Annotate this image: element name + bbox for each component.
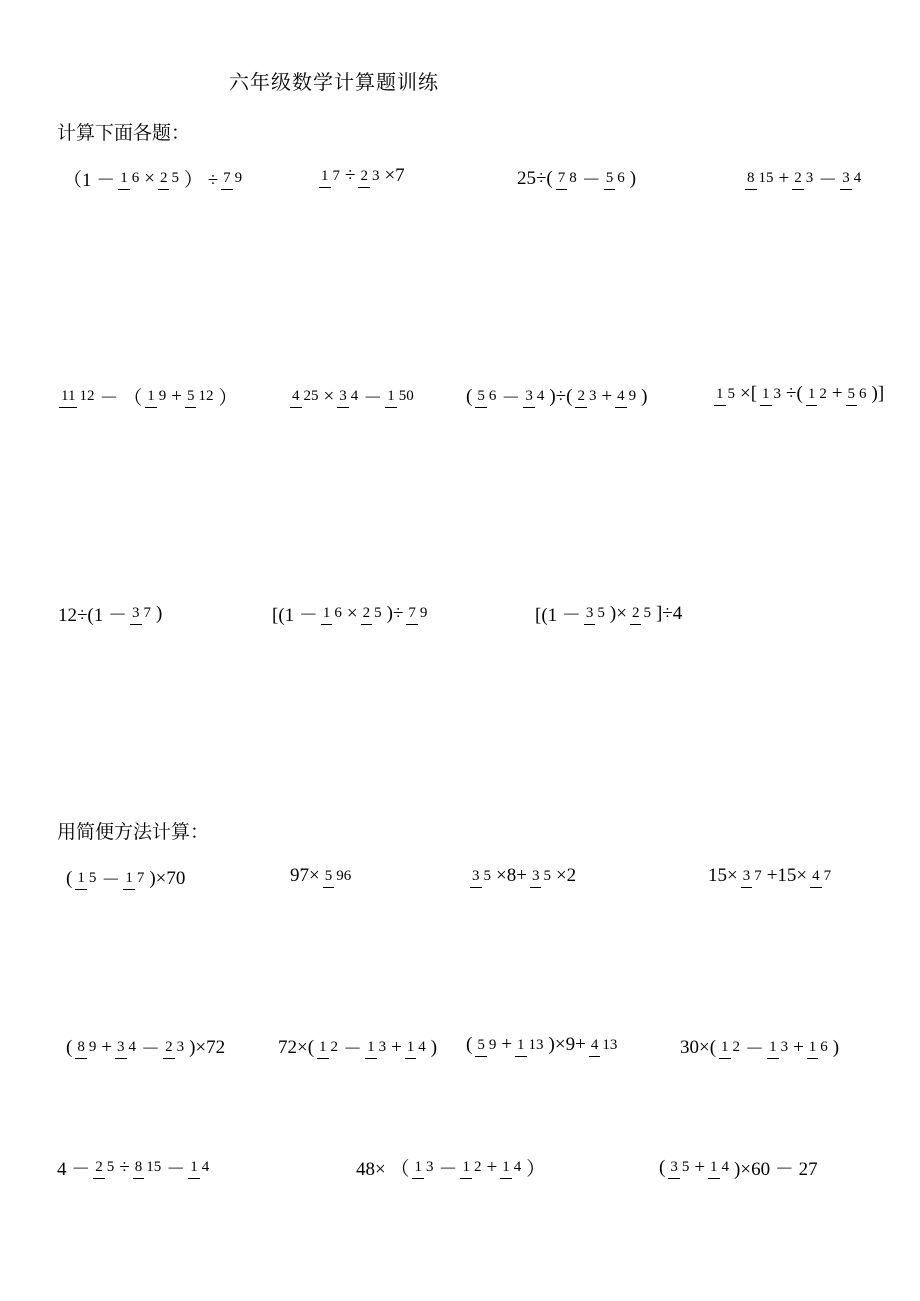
- fraction-denominator: 9: [88, 1039, 97, 1055]
- expression-text: +: [501, 1034, 513, 1055]
- fraction-numerator: 5: [475, 388, 487, 408]
- fraction-denominator: 13: [528, 1036, 544, 1053]
- fraction-numerator: 2: [163, 1039, 175, 1059]
- expression-text: +: [694, 1156, 706, 1178]
- fraction-numerator: 3: [840, 170, 852, 190]
- expression-text: )÷(: [549, 385, 573, 407]
- fraction: [321, 606, 344, 621]
- fraction-denominator: 6: [859, 385, 867, 402]
- expression-text: )×72: [189, 1036, 226, 1058]
- fraction: [361, 606, 384, 621]
- fraction-denominator: 96: [336, 867, 352, 884]
- fraction-numerator: 8: [133, 1159, 145, 1179]
- fraction-numerator: 2: [575, 388, 587, 408]
- fraction-numerator: 1: [767, 1039, 779, 1059]
- fraction: [760, 387, 783, 402]
- fraction: [500, 1160, 523, 1175]
- fraction: [317, 1040, 340, 1055]
- fraction-numerator: 3: [741, 868, 753, 888]
- problem-11: [534, 600, 683, 627]
- fraction: [145, 389, 168, 404]
- fraction: [475, 1038, 498, 1053]
- fraction: [630, 606, 653, 621]
- fraction: [385, 389, 416, 404]
- fraction: [846, 387, 869, 402]
- fraction-numerator: 1: [145, 388, 157, 408]
- fraction: [93, 1160, 116, 1175]
- fraction-numerator: 5: [604, 170, 616, 190]
- fraction-numerator: 2: [792, 170, 804, 190]
- fraction-denominator: 3: [176, 1039, 185, 1055]
- fraction: [475, 389, 498, 404]
- fraction: [412, 1160, 435, 1175]
- expression-text: ×: [144, 167, 155, 189]
- fraction-numerator: 1: [719, 1039, 731, 1059]
- fraction-numerator: 3: [130, 605, 142, 625]
- fraction-denominator: 7: [754, 867, 762, 884]
- fraction: [118, 171, 141, 186]
- expression-text: ): [156, 602, 163, 624]
- expression-text: －: [141, 1039, 161, 1060]
- fraction-numerator: 8: [745, 170, 757, 190]
- expression-text: ÷: [119, 1156, 130, 1178]
- expression-text: +: [486, 1156, 498, 1178]
- fraction-numerator: 1: [317, 1039, 329, 1059]
- fraction-denominator: 6: [617, 170, 625, 186]
- expression-text: ）: [526, 1159, 546, 1180]
- fraction: [584, 606, 607, 621]
- fraction-denominator: 3: [425, 1159, 434, 1175]
- fraction-denominator: 5: [88, 870, 97, 886]
- expression-text: －: [343, 1039, 363, 1060]
- fraction: [358, 169, 381, 184]
- fraction-numerator: 2: [361, 605, 373, 625]
- fraction-numerator: 1: [188, 1159, 200, 1179]
- fraction-denominator: 6: [131, 170, 140, 186]
- expression-text: 12÷(1 －: [58, 605, 128, 626]
- expression-text: (: [659, 1156, 666, 1178]
- fraction-numerator: 5: [185, 388, 197, 408]
- expression-text: 97×: [290, 865, 320, 886]
- fraction-denominator: 7: [332, 167, 340, 184]
- fraction-denominator: 2: [473, 1159, 482, 1175]
- fraction: [530, 869, 553, 884]
- expression-text: ÷: [345, 165, 356, 186]
- expression-text: 15×: [708, 865, 738, 886]
- fraction: [130, 606, 153, 621]
- fraction-numerator: 4: [589, 1037, 601, 1057]
- expression-text: －: [438, 1159, 458, 1180]
- fraction-denominator: 15: [758, 170, 774, 186]
- problem-5: [57, 383, 238, 410]
- problem-20: [56, 1154, 213, 1181]
- expression-text: ): [629, 167, 637, 189]
- fraction: [575, 389, 598, 404]
- fraction: [337, 389, 360, 404]
- expression-text: [(1 －: [272, 605, 318, 626]
- fraction-denominator: 9: [488, 1036, 497, 1053]
- fraction-numerator: 3: [337, 388, 349, 408]
- fraction-numerator: 4: [810, 868, 822, 888]
- fraction-numerator: 1: [500, 1159, 512, 1179]
- fraction: [523, 389, 546, 404]
- fraction: [470, 869, 493, 884]
- expression-text: )×: [609, 602, 627, 624]
- fraction: [806, 387, 829, 402]
- fraction: [810, 869, 833, 884]
- fraction: [290, 389, 321, 404]
- expression-text: －: [363, 388, 383, 409]
- expression-text: ×: [323, 385, 335, 407]
- fraction: [158, 171, 181, 186]
- fraction-numerator: 3: [530, 868, 542, 888]
- fraction-denominator: 5: [171, 170, 179, 186]
- section-heading-calculate: 计算下面各题：: [57, 122, 191, 144]
- fraction-denominator: 4: [513, 1159, 522, 1175]
- problem-4: [743, 165, 865, 192]
- fraction: [188, 1160, 211, 1175]
- page-title: 六年级数学计算题训练: [229, 70, 439, 94]
- fraction: [589, 1038, 620, 1053]
- fraction: [406, 606, 429, 621]
- fraction-numerator: 2: [93, 1159, 105, 1179]
- fraction-denominator: 5: [374, 605, 382, 621]
- fraction-denominator: 12: [198, 388, 214, 404]
- problem-10: [271, 600, 431, 627]
- expression-text: －: [745, 1039, 765, 1060]
- fraction: [115, 1040, 138, 1055]
- expression-text: ×[: [740, 383, 758, 404]
- expression-text: )×60 － 27: [734, 1159, 818, 1180]
- fraction-numerator: 4: [290, 388, 302, 408]
- fraction-denominator: 3: [780, 1039, 789, 1055]
- fraction-denominator: 9: [158, 388, 167, 404]
- fraction-denominator: 3: [378, 1039, 387, 1055]
- fraction: [719, 1040, 742, 1055]
- fraction-numerator: 3: [115, 1039, 127, 1059]
- fraction-numerator: 1: [365, 1039, 377, 1059]
- expression-text: ): [641, 385, 648, 407]
- section-heading-simplify: 用简便方法计算：: [57, 821, 210, 843]
- fraction-denominator: 4: [853, 170, 862, 186]
- expression-text: +: [391, 1036, 402, 1058]
- fraction-numerator: 1: [412, 1159, 424, 1179]
- fraction-numerator: 11: [59, 388, 77, 408]
- fraction-denominator: 3: [371, 167, 380, 184]
- fraction: [123, 871, 146, 886]
- expression-text: (: [466, 1034, 473, 1055]
- expression-text: 48× （: [356, 1159, 410, 1180]
- fraction-numerator: 7: [221, 170, 233, 190]
- fraction: [708, 1160, 731, 1175]
- fraction-numerator: 5: [846, 386, 858, 406]
- fraction-numerator: 4: [615, 388, 627, 408]
- fraction-denominator: 2: [732, 1039, 741, 1055]
- fraction-numerator: 1: [319, 168, 331, 188]
- fraction-denominator: 5: [643, 605, 651, 621]
- fraction-numerator: 1: [714, 386, 726, 406]
- fraction-numerator: 8: [75, 1039, 87, 1059]
- fraction-denominator: 3: [805, 170, 814, 186]
- fraction: [556, 171, 579, 186]
- problem-15: [707, 865, 835, 887]
- fraction-denominator: 6: [334, 605, 342, 621]
- fraction-numerator: 7: [556, 170, 568, 190]
- expression-text: +: [101, 1036, 113, 1058]
- fraction-numerator: 3: [584, 605, 596, 625]
- fraction: [604, 171, 627, 186]
- fraction: [714, 387, 737, 402]
- fraction-denominator: 6: [820, 1039, 828, 1055]
- expression-text: ×7: [384, 165, 405, 186]
- expression-text: (: [66, 867, 73, 889]
- expression-text: －: [101, 870, 121, 891]
- fraction: [185, 389, 216, 404]
- fraction-numerator: 1: [118, 170, 130, 190]
- problem-9: [57, 600, 163, 627]
- fraction-numerator: 1: [760, 386, 772, 406]
- fraction-numerator: 1: [123, 870, 135, 890]
- problem-6: [288, 383, 418, 410]
- fraction: [767, 1040, 790, 1055]
- fraction-denominator: 5: [543, 867, 551, 884]
- fraction-numerator: 5: [475, 1037, 487, 1057]
- fraction-denominator: 9: [234, 170, 243, 186]
- fraction-denominator: 4: [128, 1039, 137, 1055]
- expression-text: ): [832, 1036, 840, 1058]
- expression-text: ÷(: [786, 383, 803, 404]
- expression-text: －: [501, 388, 521, 409]
- fraction: [792, 171, 815, 186]
- expression-text: ): [430, 1036, 438, 1058]
- fraction-denominator: 15: [146, 1159, 162, 1175]
- fraction-numerator: 3: [523, 388, 535, 408]
- fraction-denominator: 4: [536, 388, 545, 404]
- fraction: [807, 1040, 830, 1055]
- problem-14: [468, 865, 577, 887]
- expression-text: 72×(: [278, 1036, 315, 1058]
- expression-text: +: [171, 385, 182, 407]
- expression-text: ） ÷: [183, 170, 219, 191]
- problem-12: [65, 865, 186, 892]
- fraction-denominator: 13: [602, 1036, 618, 1053]
- expression-text: 30×(: [680, 1036, 717, 1058]
- problem-22: [658, 1154, 819, 1181]
- fraction: [133, 1160, 164, 1175]
- fraction: [365, 1040, 388, 1055]
- expression-text: )×9+: [548, 1034, 586, 1055]
- fraction-denominator: 5: [483, 867, 491, 884]
- problem-3: [516, 165, 637, 192]
- fraction-denominator: 4: [350, 388, 359, 404]
- fraction-numerator: 1: [75, 870, 87, 890]
- fraction: [59, 389, 96, 404]
- fraction-denominator: 5: [681, 1159, 690, 1175]
- fraction-numerator: 1: [385, 388, 397, 408]
- fraction: [319, 169, 342, 184]
- fraction-denominator: 3: [588, 388, 597, 404]
- expression-text: ×8+: [496, 865, 527, 886]
- fraction: [460, 1160, 483, 1175]
- fraction: [221, 171, 244, 186]
- fraction-denominator: 9: [628, 388, 637, 404]
- fraction-denominator: 3: [773, 385, 782, 402]
- problem-2: [317, 165, 406, 187]
- expression-text: (: [66, 1036, 73, 1058]
- problem-13: [289, 865, 355, 887]
- fraction-numerator: 1: [708, 1159, 720, 1179]
- expression-text: ×: [346, 602, 358, 624]
- fraction-denominator: 8: [569, 170, 577, 186]
- fraction-numerator: 3: [470, 868, 482, 888]
- fraction-denominator: 7: [823, 867, 832, 884]
- problem-21: [355, 1154, 546, 1181]
- expression-text: +: [778, 167, 790, 189]
- expression-text: －: [818, 170, 838, 191]
- fraction-numerator: 3: [668, 1159, 680, 1179]
- fraction: [668, 1160, 691, 1175]
- fraction: [741, 869, 764, 884]
- fraction: [75, 871, 98, 886]
- fraction-numerator: 1: [405, 1039, 417, 1059]
- expression-text: 25÷(: [517, 167, 553, 189]
- problem-17: [277, 1034, 438, 1061]
- expression-text: +: [831, 383, 843, 404]
- fraction-denominator: 9: [419, 605, 428, 621]
- fraction: [515, 1038, 546, 1053]
- fraction-numerator: 5: [323, 868, 335, 888]
- expression-text: ]÷4: [655, 602, 683, 624]
- problem-18: [465, 1034, 621, 1056]
- fraction-numerator: 1: [515, 1037, 527, 1057]
- expression-text: －: [166, 1159, 186, 1180]
- problem-8: [712, 383, 885, 405]
- expression-text: )×70: [149, 867, 186, 889]
- expression-text: （1 －: [63, 170, 116, 191]
- fraction-numerator: 2: [630, 605, 642, 625]
- fraction: [75, 1040, 98, 1055]
- fraction-numerator: 1: [807, 1039, 819, 1059]
- expression-text: [(1 －: [535, 605, 581, 626]
- fraction-denominator: 4: [201, 1159, 210, 1175]
- fraction-denominator: 7: [143, 605, 152, 621]
- fraction-denominator: 5: [597, 605, 605, 621]
- expression-text: +15×: [766, 865, 808, 886]
- fraction: [163, 1040, 186, 1055]
- fraction-numerator: 2: [158, 170, 170, 190]
- fraction-denominator: 5: [727, 385, 735, 402]
- expression-text: +: [601, 385, 613, 407]
- expression-text: ×2: [555, 865, 577, 886]
- fraction: [745, 171, 776, 186]
- expression-text: －: [581, 170, 601, 191]
- fraction-numerator: 7: [406, 605, 418, 625]
- expression-text: ）: [218, 388, 238, 409]
- fraction: [615, 389, 638, 404]
- problem-1: [62, 165, 246, 192]
- fraction-denominator: 5: [106, 1159, 115, 1175]
- fraction-denominator: 50: [398, 388, 414, 404]
- problem-19: [679, 1034, 840, 1061]
- fraction-denominator: 6: [488, 388, 497, 404]
- fraction: [323, 869, 354, 884]
- expression-text: 4 －: [57, 1159, 91, 1180]
- fraction-denominator: 4: [418, 1039, 426, 1055]
- expression-text: )]: [871, 383, 885, 404]
- fraction-numerator: 1: [806, 386, 818, 406]
- fraction: [840, 171, 863, 186]
- fraction-denominator: 2: [330, 1039, 339, 1055]
- fraction-numerator: 2: [358, 168, 370, 188]
- problem-16: [65, 1034, 226, 1061]
- expression-text: +: [793, 1036, 804, 1058]
- expression-text: － （: [99, 388, 143, 409]
- fraction: [405, 1040, 428, 1055]
- fraction-numerator: 1: [460, 1159, 472, 1179]
- expression-text: )÷: [386, 602, 404, 624]
- expression-text: (: [466, 385, 473, 407]
- fraction-denominator: 7: [136, 870, 145, 886]
- problem-7: [465, 383, 648, 410]
- fraction-numerator: 1: [321, 605, 333, 625]
- fraction-denominator: 25: [303, 388, 319, 404]
- fraction-denominator: 2: [819, 385, 827, 402]
- fraction-denominator: 12: [79, 388, 95, 404]
- fraction-denominator: 4: [721, 1159, 730, 1175]
